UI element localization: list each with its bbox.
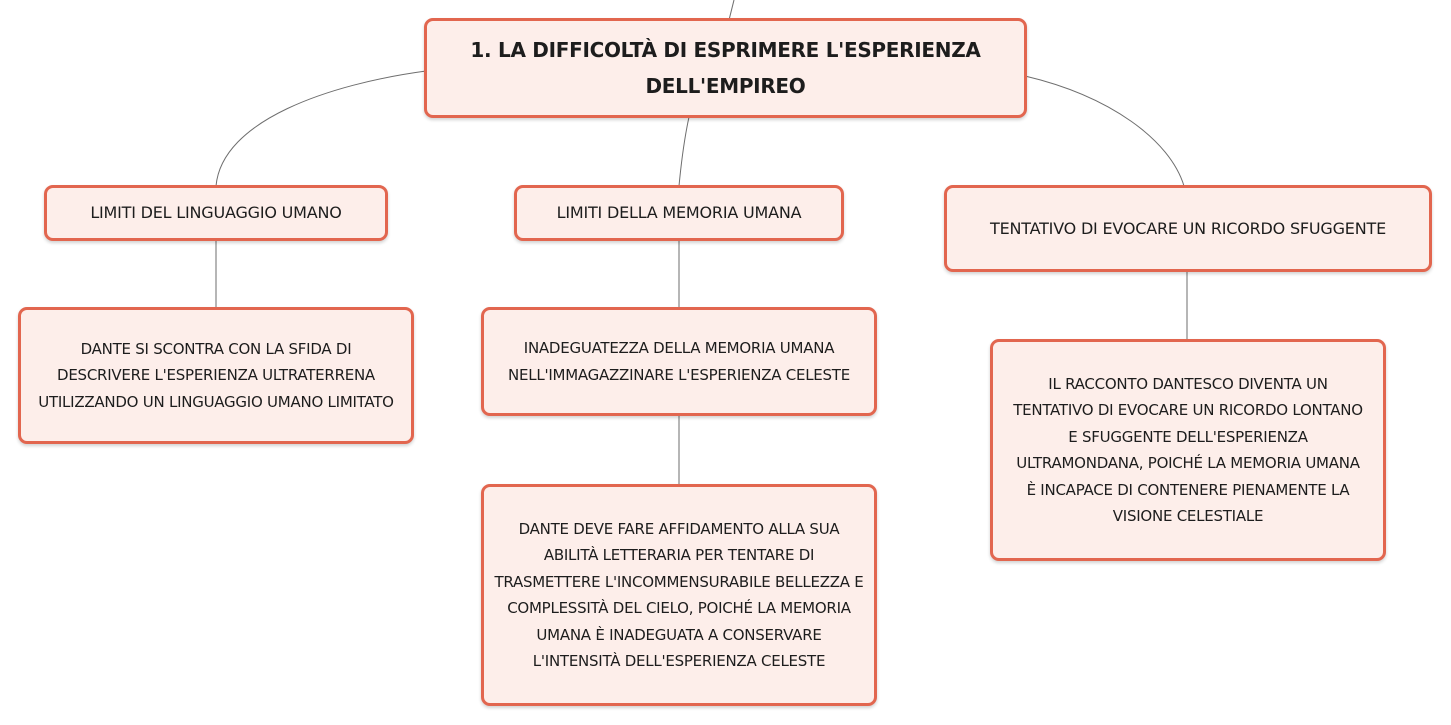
- root-node-label: 1. LA DIFFICOLTÀ DI ESPRIMERE L'ESPERIENZA DELL'EMPIREO: [470, 38, 981, 98]
- branch-node-ricordo-label: TENTATIVO DI EVOCARE UN RICORDO SFUGGENTE: [990, 218, 1386, 238]
- connector-root-branch2: [679, 117, 689, 186]
- branch-node-ricordo[interactable]: [944, 185, 1432, 272]
- root-node[interactable]: [424, 18, 1027, 118]
- branch-node-linguaggio[interactable]: [44, 185, 388, 241]
- leaf-node-memoria-2-text: DANTE DEVE FARE AFFIDAMENTO ALLA SUA ABILITÀ LETTERARIA PER TENTARE DI TRASMETTERE L'INCOMMENSURABILE BELLEZZA E COMPLESSITÀ DEL CIELO, POICHÉ LA MEMORIA UMANA È INADEGUATA A CONSERVARE L'INTENSITÀ DELL'ESPERIENZA CELESTE: [494, 519, 864, 670]
- branch-node-linguaggio-label: LIMITI DEL LINGUAGGIO UMANO: [90, 203, 342, 222]
- connector-root-branch3: [1025, 76, 1184, 186]
- leaf-node-linguaggio-1-text: DANTE SI SCONTRA CON LA SFIDA DI DESCRIVERE L'ESPERIENZA ULTRATERRENA UTILIZZANDO UN LINGUAGGIO UMANO LIMITATO: [38, 339, 394, 411]
- leaf-node-linguaggio-1[interactable]: [18, 307, 414, 444]
- leaf-node-memoria-2[interactable]: [481, 484, 877, 706]
- branch-node-memoria[interactable]: [514, 185, 844, 241]
- connector-root-branch1: [216, 71, 426, 186]
- leaf-node-memoria-1[interactable]: [481, 307, 877, 416]
- leaf-node-memoria-1-text: INADEGUATEZZA DELLA MEMORIA UMANA NELL'IMMAGAZZINARE L'ESPERIENZA CELESTE: [508, 339, 850, 384]
- leaf-node-ricordo-1-text: IL RACCONTO DANTESCO DIVENTA UN TENTATIVO DI EVOCARE UN RICORDO LONTANO E SFUGGENTE DELL'ESPERIENZA ULTRAMONDANA, POICHÉ LA MEMORIA UMANA È INCAPACE DI CONTENERE PIENAMENTE LA VISIONE CELESTIALE: [1013, 374, 1363, 525]
- branch-node-memoria-label: LIMITI DELLA MEMORIA UMANA: [556, 203, 802, 222]
- leaf-node-ricordo-1[interactable]: [990, 339, 1386, 561]
- connector-root-parent: [729, 0, 734, 20]
